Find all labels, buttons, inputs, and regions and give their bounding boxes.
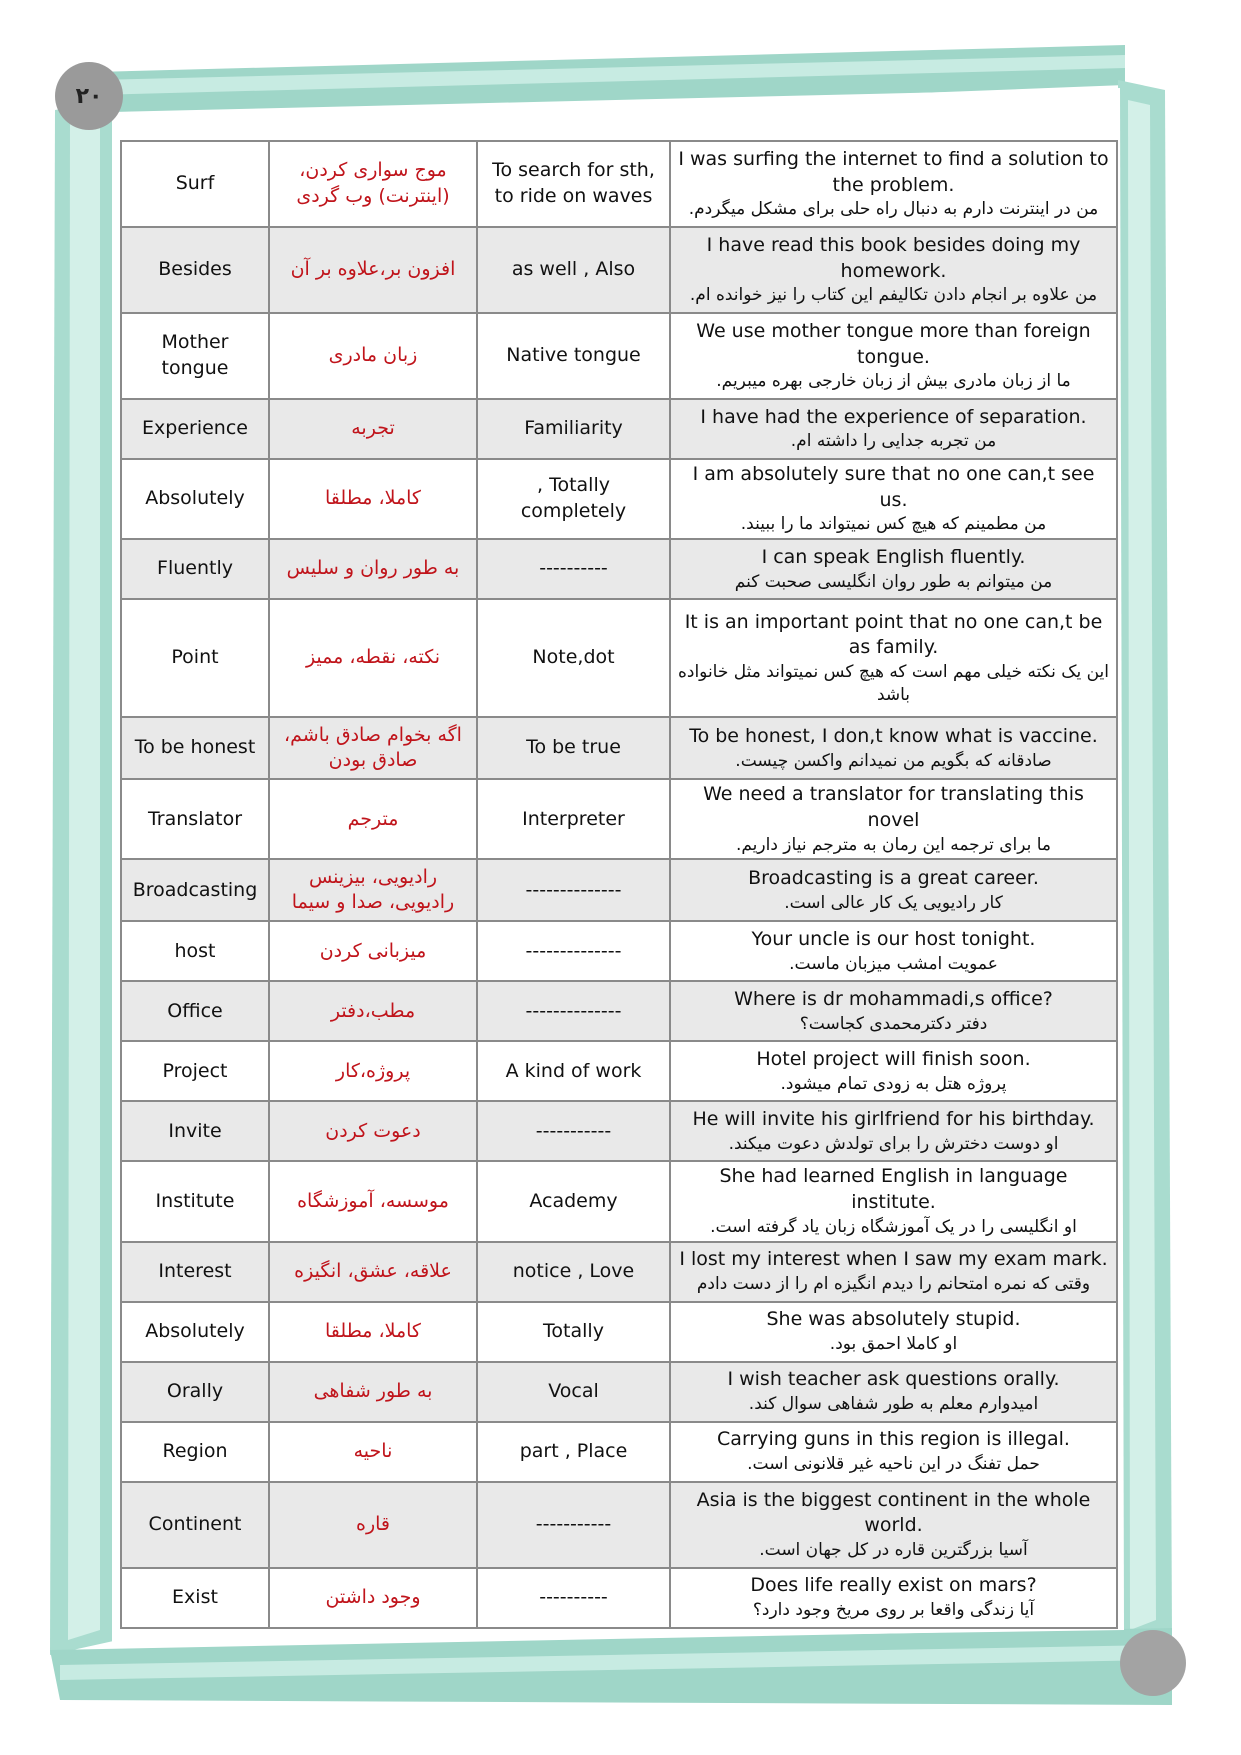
synonym-cell: -----------	[477, 1101, 670, 1161]
word-cell: Broadcasting	[121, 859, 269, 921]
example-persian: من مطمینم که هیچ کس نمیتواند ما را ببیند.	[740, 514, 1047, 535]
example-english: We need a translator for translating this novel	[703, 783, 1084, 831]
example-persian: او انگلیسی را در یک آموزشگاه زبان یاد گرفته است.	[710, 1216, 1077, 1237]
example-cell	[670, 717, 1117, 779]
table-row	[121, 779, 1117, 859]
persian-meaning-cell: رادیویی، بیزینس رادیویی، صدا و سیما	[269, 859, 477, 921]
example-english: To be honest, I don,t know what is vaccine.	[689, 724, 1098, 747]
word-cell: Orally	[121, 1362, 269, 1422]
synonym-cell: --------------	[477, 921, 670, 981]
persian-meaning-cell: قاره	[269, 1482, 477, 1568]
example-english: It is an important point that no one can,t be as family.	[684, 610, 1103, 659]
example-cell	[670, 399, 1117, 459]
synonym-cell: To be true	[477, 717, 670, 779]
word-cell: Office	[121, 981, 269, 1041]
word-cell: To be honest	[121, 717, 269, 779]
example-persian: پروژه هتل به زودی تمام میشود.	[780, 1073, 1007, 1094]
persian-meaning-cell: افزون بر،علاوه بر آن	[269, 227, 477, 313]
vocabulary-table	[120, 140, 1118, 1629]
synonym-cell: -----------	[477, 1482, 670, 1568]
word-cell: Translator	[121, 779, 269, 859]
example-cell	[670, 1482, 1117, 1568]
example-english: I was surfing the internet to find a solution to the problem.	[678, 147, 1109, 196]
persian-meaning-cell: میزبانی کردن	[269, 921, 477, 981]
page-number-badge	[55, 62, 123, 130]
persian-meaning-cell: کاملا، مطلقا	[269, 459, 477, 539]
synonym-cell: ----------	[477, 539, 670, 599]
corner-circle	[1120, 1630, 1186, 1696]
persian-meaning-cell: به طور روان و سلیس	[269, 539, 477, 599]
word-cell: Region	[121, 1422, 269, 1482]
example-cell	[670, 1362, 1117, 1422]
word-cell: Fluently	[121, 539, 269, 599]
example-cell	[670, 1242, 1117, 1302]
example-cell	[670, 1302, 1117, 1362]
word-cell: Exist	[121, 1568, 269, 1628]
persian-meaning-cell: تجربه	[269, 399, 477, 459]
example-cell	[670, 1041, 1117, 1101]
example-english: Where is dr mohammadi,s office?	[734, 988, 1053, 1011]
example-persian: من در اینترنت دارم به دنبال راه حلی برای مشکل میگردم.	[688, 199, 1099, 220]
table-row	[121, 539, 1117, 599]
synonym-cell: To search for sth, to ride on waves	[477, 141, 670, 227]
synonym-cell: Vocal	[477, 1362, 670, 1422]
word-cell: Absolutely	[121, 459, 269, 539]
table-row	[121, 859, 1117, 921]
synonym-cell: Academy	[477, 1161, 670, 1241]
example-persian: وقتی که نمره امتحانم را دیدم انگیزه ام را از دست دادم	[696, 1274, 1091, 1294]
example-persian: آیا زندگی واقعا بر روی مریخ وجود دارد؟	[752, 1600, 1035, 1620]
word-cell: Besides	[121, 227, 269, 313]
example-persian: این یک نکته خیلی مهم است که هیچ کس نمیتواند مثل خانواده باشد	[677, 661, 1110, 705]
example-cell	[670, 1422, 1117, 1482]
table-row	[121, 399, 1117, 459]
synonym-cell: Note,dot	[477, 599, 670, 717]
table-row	[121, 227, 1117, 313]
synonym-cell: ----------	[477, 1568, 670, 1628]
example-english: We use mother tongue more than foreign tongue.	[696, 319, 1091, 368]
word-cell: Institute	[121, 1161, 269, 1241]
example-english: I wish teacher ask questions orally.	[727, 1368, 1060, 1391]
example-english: She had learned English in language institute.	[719, 1165, 1068, 1214]
persian-meaning-cell: ناحیه	[269, 1422, 477, 1482]
persian-meaning-cell: دعوت کردن	[269, 1101, 477, 1161]
persian-meaning-cell: وجود داشتن	[269, 1568, 477, 1628]
example-persian: من علاوه بر انجام دادن تکالیفم این کتاب را نیز خوانده ام.	[689, 285, 1098, 306]
example-persian: صادقانه که بگویم من نمیدانم واکسن چیست.	[735, 750, 1052, 771]
example-english: Carrying guns in this region is illegal.	[717, 1428, 1070, 1451]
table-row	[121, 1242, 1117, 1302]
example-cell	[670, 539, 1117, 599]
word-cell: Interest	[121, 1242, 269, 1302]
example-cell	[670, 141, 1117, 227]
table-row	[121, 921, 1117, 981]
persian-meaning-cell: کاملا، مطلقا	[269, 1302, 477, 1362]
vocabulary-table-body	[121, 141, 1117, 1628]
table-row	[121, 141, 1117, 227]
example-cell	[670, 459, 1117, 539]
word-cell: Mother tongue	[121, 313, 269, 399]
example-cell	[670, 1161, 1117, 1241]
word-cell: Surf	[121, 141, 269, 227]
example-cell	[670, 1101, 1117, 1161]
example-cell	[670, 779, 1117, 859]
table-row	[121, 717, 1117, 779]
example-english: She was absolutely stupid.	[766, 1308, 1021, 1331]
synonym-cell: A kind of work	[477, 1041, 670, 1101]
persian-meaning-cell: موسسه، آموزشگاه	[269, 1161, 477, 1241]
word-cell: Point	[121, 599, 269, 717]
example-english: Asia is the biggest continent in the whole world.	[696, 1488, 1091, 1537]
word-cell: Experience	[121, 399, 269, 459]
table-row	[121, 1482, 1117, 1568]
word-cell: host	[121, 921, 269, 981]
synonym-cell: Totally	[477, 1302, 670, 1362]
synonym-cell: notice , Love	[477, 1242, 670, 1302]
table-row	[121, 459, 1117, 539]
synonym-cell: --------------	[477, 859, 670, 921]
example-persian: امیدوارم معلم به طور شفاهی سوال کند.	[748, 1394, 1039, 1414]
example-persian: کار رادیویی یک کار عالی است.	[784, 892, 1003, 913]
word-cell: Absolutely	[121, 1302, 269, 1362]
persian-meaning-cell: مترجم	[269, 779, 477, 859]
example-english: He will invite his girlfriend for his birthday.	[692, 1108, 1095, 1131]
persian-meaning-cell: موج سواری کردن، (اینترنت) وب گردی	[269, 141, 477, 227]
example-english: Broadcasting is a great career.	[748, 867, 1039, 890]
example-cell	[670, 859, 1117, 921]
example-persian: او دوست دخترش را برای تولدش دعوت میکند.	[728, 1133, 1059, 1154]
example-english: Does life really exist on mars?	[750, 1574, 1037, 1597]
synonym-cell: Interpreter	[477, 779, 670, 859]
example-cell	[670, 921, 1117, 981]
table-row	[121, 1362, 1117, 1422]
persian-meaning-cell: اگه بخوام صادق باشم، صادق بودن	[269, 717, 477, 779]
example-persian: او کاملا احمق بود.	[829, 1334, 958, 1354]
example-persian: دفتر دکترمحمدی کجاست؟	[799, 1013, 988, 1034]
table-row	[121, 313, 1117, 399]
synonym-cell: part , Place	[477, 1422, 670, 1482]
synonym-cell: as well , Also	[477, 227, 670, 313]
example-persian: عمویت امشب میزبان ماست.	[789, 953, 998, 974]
persian-meaning-cell: نکته، نقطه، ممیز	[269, 599, 477, 717]
table-row	[121, 981, 1117, 1041]
table-row	[121, 1101, 1117, 1161]
synonym-cell: Native tongue	[477, 313, 670, 399]
table-row	[121, 1041, 1117, 1101]
word-cell: Continent	[121, 1482, 269, 1568]
persian-meaning-cell: علاقه، عشق، انگیزه	[269, 1242, 477, 1302]
example-persian: ما برای ترجمه این رمان به مترجم نیاز داریم.	[735, 834, 1052, 855]
example-english: I am absolutely sure that no one can,t see us.	[692, 463, 1095, 511]
example-english: Hotel project will finish soon.	[756, 1048, 1031, 1071]
example-cell	[670, 981, 1117, 1041]
left-band-highlight	[68, 115, 100, 1640]
persian-meaning-cell: به طور شفاهی	[269, 1362, 477, 1422]
example-english: I have read this book besides doing my homework.	[706, 233, 1081, 282]
table-row	[121, 1568, 1117, 1628]
synonym-cell: --------------	[477, 981, 670, 1041]
table-row	[121, 599, 1117, 717]
word-cell: Project	[121, 1041, 269, 1101]
example-persian: حمل تفنگ در این ناحیه غیر قلانونی است.	[747, 1454, 1040, 1474]
table-row	[121, 1302, 1117, 1362]
page-number: ۲۰	[75, 83, 103, 109]
example-persian: ما از زبان مادری بیش از زبان خارجی بهره میبریم.	[716, 371, 1071, 392]
example-cell	[670, 1568, 1117, 1628]
example-english: I can speak English fluently.	[761, 545, 1026, 568]
persian-meaning-cell: پروژه،کار	[269, 1041, 477, 1101]
example-cell	[670, 599, 1117, 717]
synonym-cell: , Totally completely	[477, 459, 670, 539]
word-cell: Invite	[121, 1101, 269, 1161]
table-row	[121, 1422, 1117, 1482]
persian-meaning-cell: زبان مادری	[269, 313, 477, 399]
example-english: Your uncle is our host tonight.	[751, 928, 1036, 951]
example-english: I lost my interest when I saw my exam mark.	[679, 1248, 1108, 1271]
example-persian: آسیا بزرگترین قاره در کل جهان است.	[759, 1539, 1028, 1560]
example-cell	[670, 313, 1117, 399]
example-english: I have had the experience of separation.	[700, 405, 1087, 428]
example-persian: من تجربه جدایی را داشته ام.	[790, 431, 997, 452]
example-cell	[670, 227, 1117, 313]
example-persian: من میتوانم به طور روان انگلیسی صحبت کنم	[734, 571, 1053, 592]
synonym-cell: Familiarity	[477, 399, 670, 459]
table-row	[121, 1161, 1117, 1241]
persian-meaning-cell: مطب،دفتر	[269, 981, 477, 1041]
